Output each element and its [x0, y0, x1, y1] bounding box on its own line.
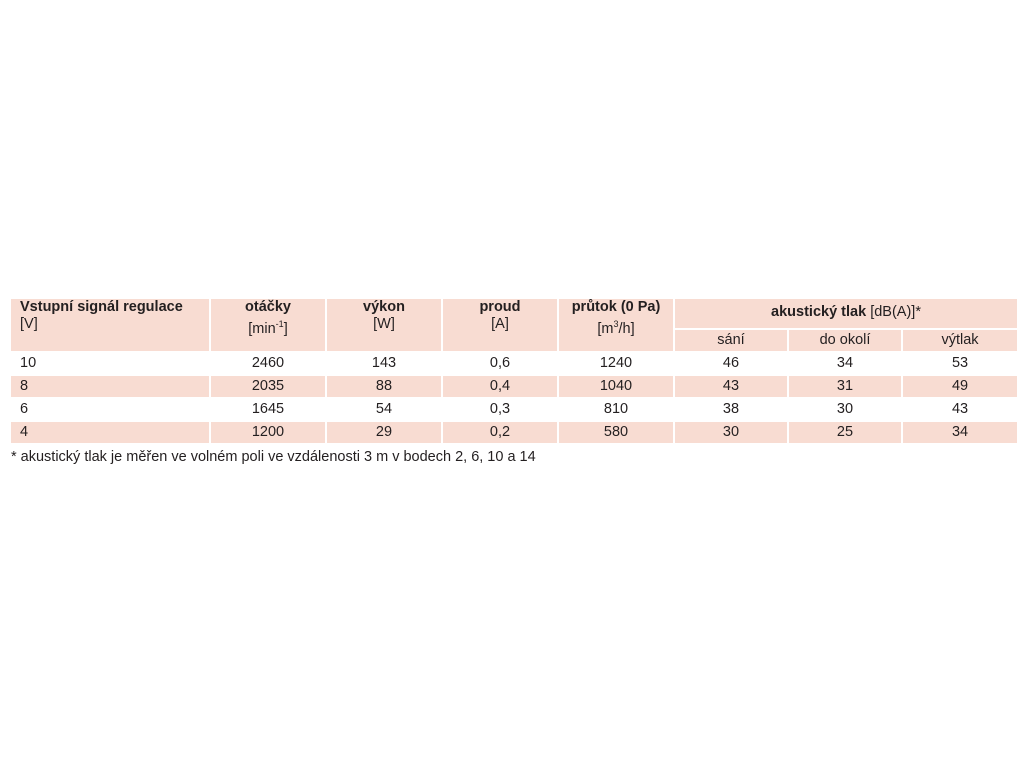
cell-discharge: 34 [903, 420, 1017, 443]
cell-signal: 6 [11, 397, 211, 420]
cell-rpm: 1645 [211, 397, 327, 420]
header-power-unit: [W] [373, 316, 395, 332]
fan-performance-table-block [11, 299, 1017, 466]
header-rpm [211, 299, 327, 351]
cell-current: 0,4 [443, 374, 559, 397]
cell-suction: 43 [675, 374, 789, 397]
header-signal-unit: [V] [20, 316, 38, 332]
cell-signal: 4 [11, 420, 211, 443]
subheader-suction: sání [675, 328, 789, 351]
fan-performance-table [11, 299, 1017, 443]
header-rpm-title: otáčky [245, 299, 291, 315]
cell-current: 0,2 [443, 420, 559, 443]
header-signal-title: Vstupní signál regulace [20, 299, 183, 315]
header-acoustic [675, 299, 1017, 328]
cell-current: 0,3 [443, 397, 559, 420]
cell-surroundings: 30 [789, 397, 903, 420]
cell-suction: 30 [675, 420, 789, 443]
cell-surroundings: 34 [789, 351, 903, 374]
cell-flow: 810 [559, 397, 675, 420]
cell-discharge: 53 [903, 351, 1017, 374]
header-power [327, 299, 443, 351]
footnote: * akustický tlak je měřen ve volném poli ve vzdálenosti 3 m v bodech 2, 6, 10 a 14 [11, 449, 536, 465]
header-current-title: proud [479, 299, 521, 315]
header-flow-title: průtok (0 Pa) [571, 299, 661, 315]
cell-signal: 10 [11, 351, 211, 374]
cell-flow: 1040 [559, 374, 675, 397]
cell-rpm: 1200 [211, 420, 327, 443]
cell-rpm: 2460 [211, 351, 327, 374]
cell-signal: 8 [11, 374, 211, 397]
header-acoustic-title: akustický tlak [771, 304, 867, 320]
header-signal [11, 299, 211, 351]
cell-suction: 38 [675, 397, 789, 420]
header-current-unit: [A] [491, 316, 509, 332]
cell-current: 0,6 [443, 351, 559, 374]
table-row [11, 420, 1017, 443]
cell-rpm: 2035 [211, 374, 327, 397]
cell-surroundings: 25 [789, 420, 903, 443]
table-body [11, 351, 1017, 443]
cell-flow: 580 [559, 420, 675, 443]
header-current [443, 299, 559, 351]
header-flow-unit: $[m^3/h]$ [597, 319, 635, 337]
cell-power: 88 [327, 374, 443, 397]
cell-discharge: 43 [903, 397, 1017, 420]
cell-flow: 1240 [559, 351, 675, 374]
cell-power: 29 [327, 420, 443, 443]
table-row [11, 397, 1017, 420]
cell-suction: 46 [675, 351, 789, 374]
header-flow [559, 299, 675, 351]
cell-surroundings: 31 [789, 374, 903, 397]
subheader-discharge: výtlak [903, 328, 1017, 351]
header-row [11, 299, 1017, 328]
header-acoustic-unit: [dB(A)]* [870, 304, 921, 320]
cell-power: 143 [327, 351, 443, 374]
header-power-title: výkon [363, 299, 405, 315]
cell-power: 54 [327, 397, 443, 420]
subheader-surroundings: do okolí [789, 328, 903, 351]
header-rpm-unit: $[\min^{-1}]$ [248, 319, 288, 337]
table-row [11, 351, 1017, 374]
table-row [11, 374, 1017, 397]
cell-discharge: 49 [903, 374, 1017, 397]
